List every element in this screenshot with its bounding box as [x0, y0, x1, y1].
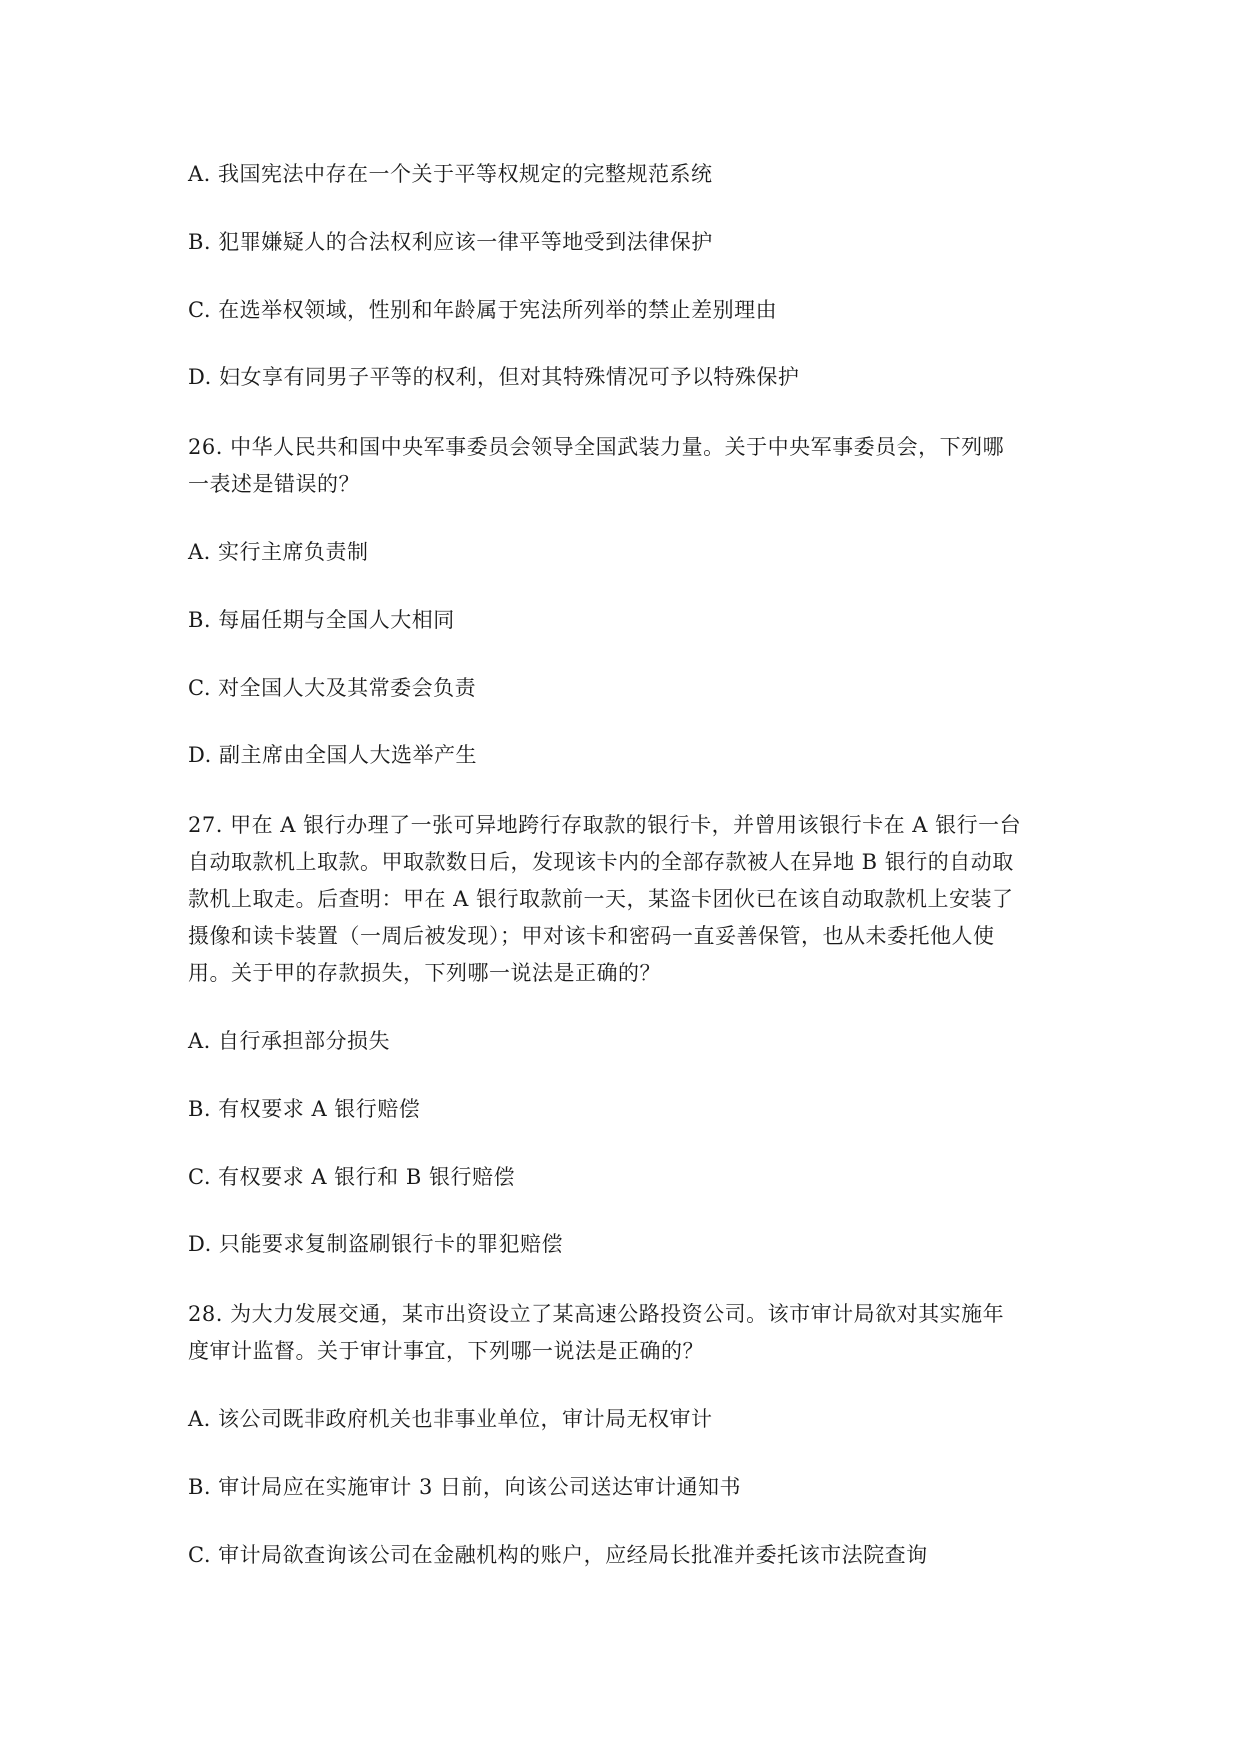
q26-stem — [188, 429, 1068, 503]
q27-stem-line: 用。关于甲的存款损失，下列哪一说法是正确的？ — [188, 961, 661, 985]
q27-stem-line: 款机上取走。后查明：甲在 A 银行取款前一天，某盗卡团伙已在该自动取款机上安装了 — [188, 887, 1014, 911]
q27-stem — [188, 807, 1068, 992]
q26-option-d: D. 副主席由全国人大选举产生 — [188, 743, 477, 767]
q27-option-b: B. 有权要求 A 银行赔偿 — [188, 1097, 421, 1121]
q27-option-c: C. 有权要求 A 银行和 B 银行赔偿 — [188, 1165, 515, 1189]
q25-option-c: C. 在选举权领域，性别和年龄属于宪法所列举的禁止差别理由 — [188, 298, 778, 322]
q28-stem-line: 度审计监督。关于审计事宜，下列哪一说法是正确的？ — [188, 1339, 704, 1363]
q28-option-b: B. 审计局应在实施审计 3 日前，向该公司送达审计通知书 — [188, 1475, 741, 1499]
q27-option-a: A. 自行承担部分损失 — [188, 1029, 391, 1053]
q28-stem-line: 28. 为大力发展交通，某市出资设立了某高速公路投资公司。该市审计局欲对其实施年 — [188, 1302, 1005, 1326]
q28-stem — [188, 1296, 1068, 1370]
q26-option-c: C. 对全国人大及其常委会负责 — [188, 676, 477, 700]
q28-option-a: A. 该公司既非政府机关也非事业单位，审计局无权审计 — [188, 1407, 713, 1431]
q27-stem-line: 自动取款机上取款。甲取款数日后，发现该卡内的全部存款被人在异地 B 银行的自动取 — [188, 850, 1014, 874]
q25-option-b: B. 犯罪嫌疑人的合法权利应该一律平等地受到法律保护 — [188, 230, 713, 254]
q26-option-b: B. 每届任期与全国人大相同 — [188, 608, 455, 632]
q27-stem-line: 摄像和读卡装置（一周后被发现）；甲对该卡和密码一直妥善保管，也从未委托他人使 — [188, 924, 995, 948]
q27-option-d: D. 只能要求复制盗刷银行卡的罪犯赔偿 — [188, 1232, 563, 1256]
q28-option-c: C. 审计局欲查询该公司在金融机构的账户，应经局长批准并委托该市法院查询 — [188, 1543, 928, 1567]
q27-stem-line: 27. 甲在 A 银行办理了一张可异地跨行存取款的银行卡，并曾用该银行卡在 A 银行一台 — [188, 813, 1022, 837]
q25-option-a: A. 我国宪法中存在一个关于平等权规定的完整规范系统 — [188, 162, 713, 186]
q25-option-d: D. 妇女享有同男子平等的权利，但对其特殊情况可予以特殊保护 — [188, 365, 800, 389]
q26-option-a: A. 实行主席负责制 — [188, 540, 369, 564]
q26-stem-line: 一表述是错误的？ — [188, 472, 360, 496]
q26-stem-line: 26. 中华人民共和国中央军事委员会领导全国武装力量。关于中央军事委员会，下列哪 — [188, 435, 1005, 459]
